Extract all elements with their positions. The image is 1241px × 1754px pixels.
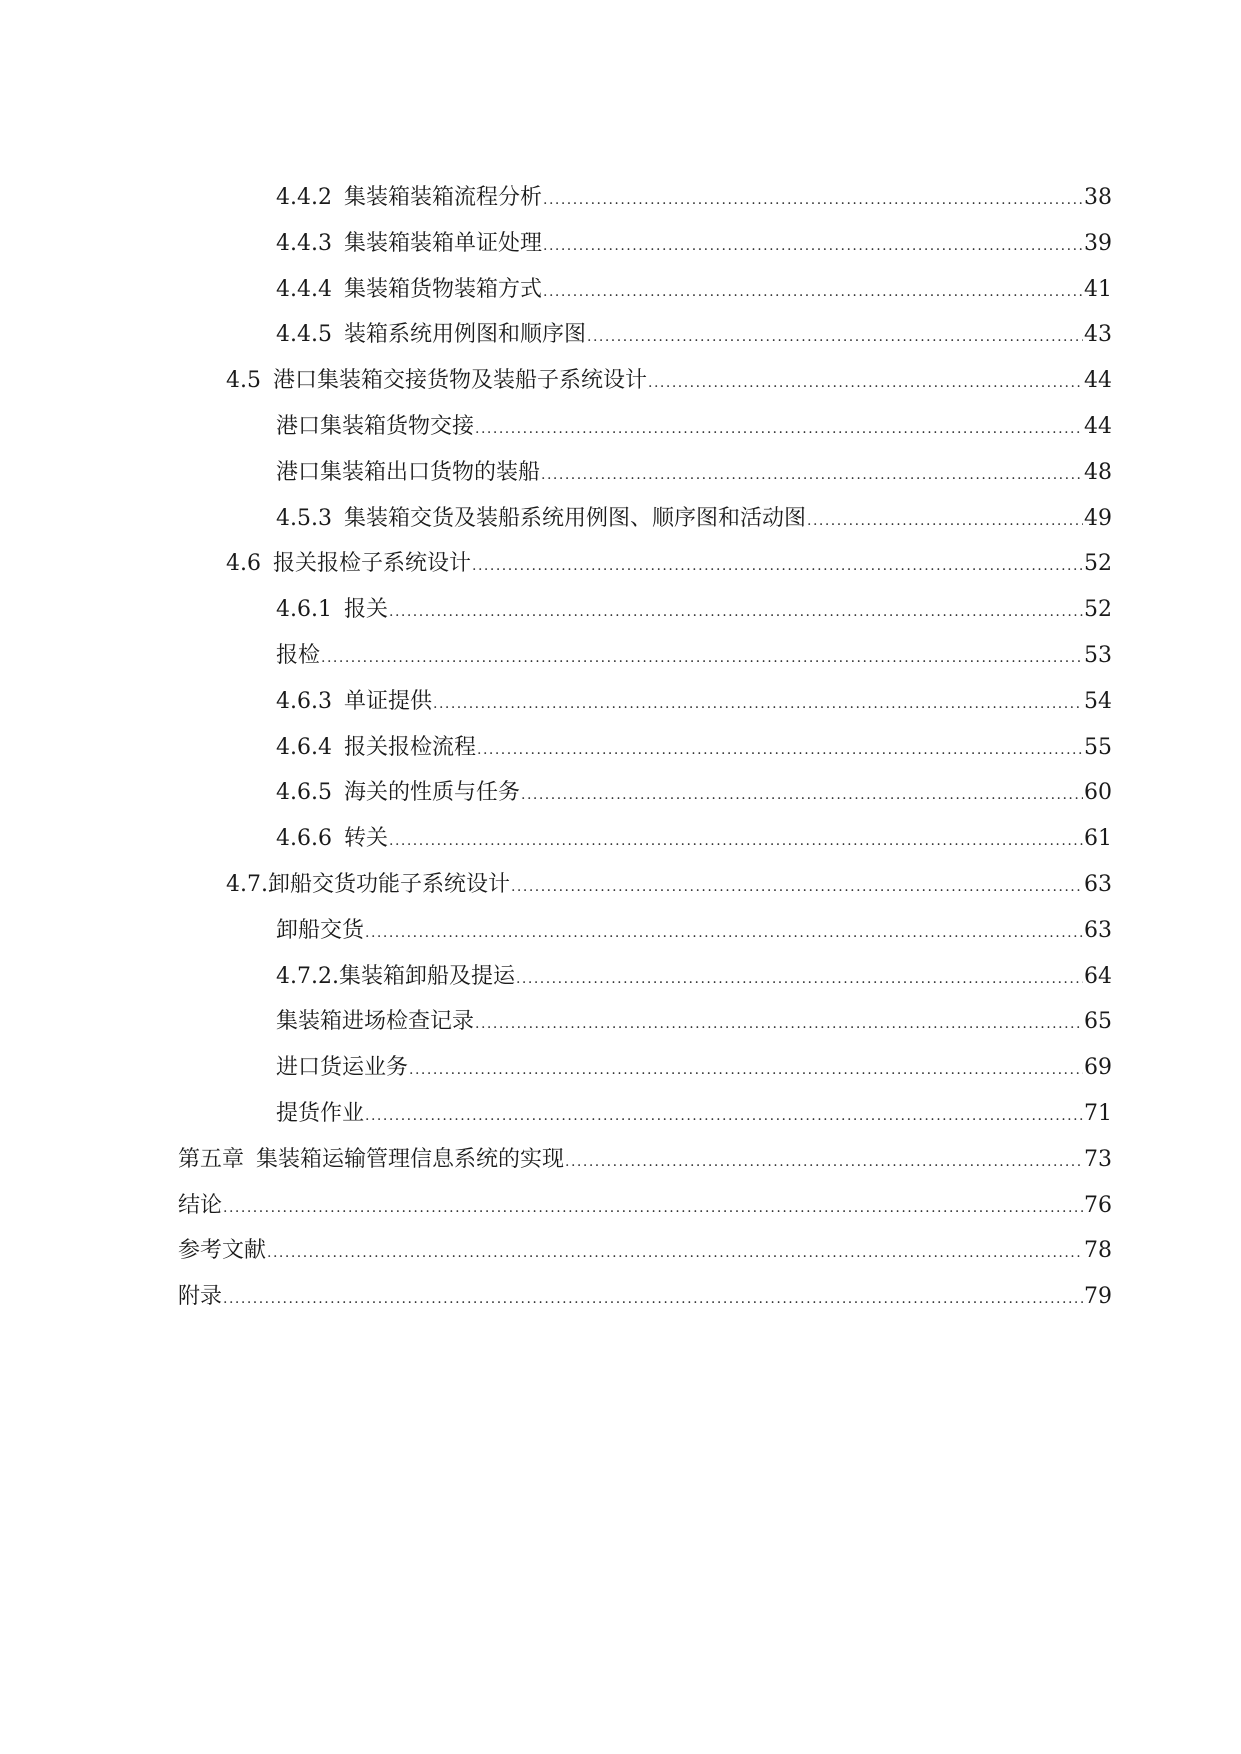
toc-entry[interactable] [0, 596, 1241, 642]
toc-entry[interactable] [0, 1100, 1241, 1146]
toc-entry-title [276, 184, 542, 212]
toc-entry-title [276, 642, 320, 670]
dot-leader [267, 1239, 1083, 1267]
toc-entry-page-number: 63 [1084, 917, 1112, 943]
toc-entry[interactable] [0, 459, 1241, 505]
toc-entry-number: 4.6.6 [276, 826, 332, 852]
dot-leader [516, 965, 1083, 993]
toc-entry-text: 装箱系统用例图和顺序图 [343, 322, 586, 348]
toc-entry-title [276, 917, 364, 945]
toc-entry-page-number: 78 [1084, 1238, 1112, 1264]
dot-leader [543, 278, 1083, 306]
toc-entry[interactable] [0, 779, 1241, 825]
toc-entry-text: 单证提供 [343, 688, 432, 714]
toc-entry-title [178, 1146, 564, 1174]
dot-leader [389, 827, 1083, 855]
toc-entry-text: 参考文献 [178, 1238, 267, 1264]
toc-entry-title [276, 1054, 408, 1082]
toc-entry[interactable] [0, 1054, 1241, 1100]
dot-leader [565, 1148, 1083, 1176]
toc-entry-page-number: 44 [1084, 413, 1112, 439]
dot-leader [409, 1056, 1083, 1084]
toc-entry-number: 4.6.1 [276, 597, 332, 623]
toc-entry[interactable] [0, 505, 1241, 551]
toc-entry-page-number: 44 [1084, 368, 1112, 394]
toc-entry-title [276, 596, 388, 624]
toc-entry[interactable] [0, 367, 1241, 413]
toc-entry[interactable] [0, 276, 1241, 322]
dot-leader [475, 415, 1083, 443]
dot-leader [389, 598, 1083, 626]
toc-entry-text: 港口集装箱交接货物及装船子系统设计 [273, 368, 648, 394]
toc-entry-number: 4.5.3 [276, 505, 332, 531]
toc-entry-text: 集装箱运输管理信息系统的实现 [256, 1146, 565, 1172]
toc-entry-page-number: 76 [1084, 1192, 1112, 1218]
toc-entry-title [276, 230, 542, 258]
toc-entry-page-number: 38 [1084, 185, 1112, 210]
toc-entry-number: 4.6.3 [276, 688, 332, 714]
toc-entry-page-number: 79 [1084, 1284, 1112, 1310]
toc-entry-page-number: 53 [1084, 642, 1112, 668]
toc-entry-text: 集装箱装箱单证处理 [343, 230, 542, 256]
toc-entry-number: 4.6.5 [276, 780, 332, 806]
toc-entry-number: 4.4.5 [276, 322, 332, 348]
toc-entry-title [276, 505, 806, 533]
toc-entry-number: 4.6.4 [276, 734, 332, 760]
toc-entry-text: 港口集装箱货物交接 [276, 413, 475, 439]
toc-entry-number: 4.6 [226, 551, 261, 577]
toc-entry-number: 4.4.2 [276, 185, 332, 210]
toc-entry-title [226, 550, 471, 578]
toc-entry-title [276, 1100, 364, 1128]
toc-entry-title [276, 276, 542, 304]
toc-entry-number: 第五章 [178, 1146, 245, 1172]
toc-entry-title [178, 1237, 266, 1265]
toc-entry-text: 卸船交货 [276, 917, 365, 943]
dot-leader [477, 736, 1083, 764]
toc-entry-page-number: 73 [1084, 1146, 1112, 1172]
toc-entry-number: 4.5 [226, 368, 261, 394]
dot-leader [648, 369, 1083, 397]
toc-entry-page-number: 71 [1084, 1100, 1112, 1126]
dot-leader [543, 186, 1083, 214]
dot-leader [365, 1102, 1083, 1130]
toc-entry-text: 集装箱货物装箱方式 [343, 276, 542, 302]
toc-entry-page-number: 52 [1084, 597, 1112, 623]
toc-entry-title [276, 688, 432, 716]
dot-leader [472, 552, 1083, 580]
toc-entry-page-number: 49 [1084, 505, 1112, 531]
toc-entry-text: 集装箱进场检查记录 [276, 1009, 475, 1035]
toc-entry[interactable] [0, 1192, 1241, 1238]
toc-entry[interactable] [0, 688, 1241, 734]
toc-entry-title [276, 413, 474, 441]
toc-entry-page-number: 52 [1084, 551, 1112, 577]
toc-entry-text: 报关报检流程 [343, 734, 476, 760]
dot-leader [587, 323, 1083, 351]
dot-leader [321, 644, 1083, 672]
toc-entry[interactable] [0, 825, 1241, 871]
toc-entry[interactable] [0, 321, 1241, 367]
dot-leader [521, 781, 1083, 809]
toc-entry-page-number: 60 [1084, 780, 1112, 806]
toc-entry-text: 集装箱交货及装船系统用例图、顺序图和活动图 [343, 505, 806, 531]
toc-entry[interactable] [0, 642, 1241, 688]
toc-entry-text: 报检 [276, 642, 321, 668]
toc-entry-page-number: 43 [1084, 322, 1112, 348]
toc-entry-title [276, 321, 586, 349]
toc-entry-page-number: 55 [1084, 734, 1112, 760]
toc-entry-text: 4.7.卸船交货功能子系统设计 [226, 871, 510, 897]
toc-entry[interactable] [0, 413, 1241, 459]
dot-leader [541, 461, 1083, 489]
toc-entry-title [226, 367, 647, 395]
dot-leader [223, 1285, 1083, 1313]
toc-entry-page-number: 63 [1084, 871, 1112, 897]
toc-entry[interactable] [0, 917, 1241, 963]
toc-entry-page-number: 64 [1084, 963, 1112, 989]
toc-entry-page-number: 69 [1084, 1055, 1112, 1081]
dot-leader [807, 507, 1083, 535]
toc-entry[interactable] [0, 1146, 1241, 1192]
toc-entry[interactable] [0, 963, 1241, 1009]
toc-entry-text: 港口集装箱出口货物的装船 [276, 459, 541, 485]
toc-entry-text: 结论 [178, 1192, 223, 1218]
toc-entry-text: 进口货运业务 [276, 1055, 409, 1081]
dot-leader [543, 232, 1083, 260]
toc-entry-text: 报关报检子系统设计 [273, 551, 472, 577]
toc-entry[interactable] [0, 184, 1241, 230]
toc-entry-text: 附录 [178, 1284, 223, 1310]
toc-entry-text: 集装箱装箱流程分析 [343, 185, 542, 210]
dot-leader [511, 873, 1083, 901]
toc-entry-page-number: 48 [1084, 459, 1112, 485]
toc-entry[interactable] [0, 1008, 1241, 1054]
toc-entry-page-number: 61 [1084, 826, 1112, 852]
toc-entry-text: 报关 [343, 597, 388, 623]
toc-entry-number: 4.4.3 [276, 230, 332, 256]
toc-entry[interactable] [0, 734, 1241, 780]
toc-entry-title [178, 1283, 222, 1311]
toc-entry-title [276, 1008, 474, 1036]
dot-leader [365, 919, 1083, 947]
toc-entry-page-number: 54 [1084, 688, 1112, 714]
dot-leader [475, 1010, 1083, 1038]
toc-entry-title [276, 963, 515, 991]
toc-entry-title [276, 779, 520, 807]
toc-entry-page-number: 65 [1084, 1009, 1112, 1035]
toc-entry-page-number: 41 [1084, 276, 1112, 302]
toc-entry-text: 4.7.2.集装箱卸船及提运 [276, 963, 515, 989]
toc-entry-title [226, 871, 510, 899]
toc-entry[interactable] [0, 1283, 1241, 1329]
table-of-contents [0, 184, 1241, 1329]
toc-entry[interactable] [0, 871, 1241, 917]
toc-entry-text: 海关的性质与任务 [343, 780, 520, 806]
toc-entry-page-number: 39 [1084, 230, 1112, 256]
toc-entry-text: 转关 [343, 826, 388, 852]
toc-entry[interactable] [0, 550, 1241, 596]
toc-entry[interactable] [0, 1237, 1241, 1283]
dot-leader [433, 690, 1083, 718]
toc-entry-text: 提货作业 [276, 1100, 365, 1126]
toc-entry-title [276, 734, 476, 762]
dot-leader [223, 1194, 1083, 1222]
toc-entry-number: 4.4.4 [276, 276, 332, 302]
toc-entry-title [276, 459, 540, 487]
toc-entry[interactable] [0, 230, 1241, 276]
toc-entry-title [178, 1192, 222, 1220]
toc-entry-title [276, 825, 388, 853]
